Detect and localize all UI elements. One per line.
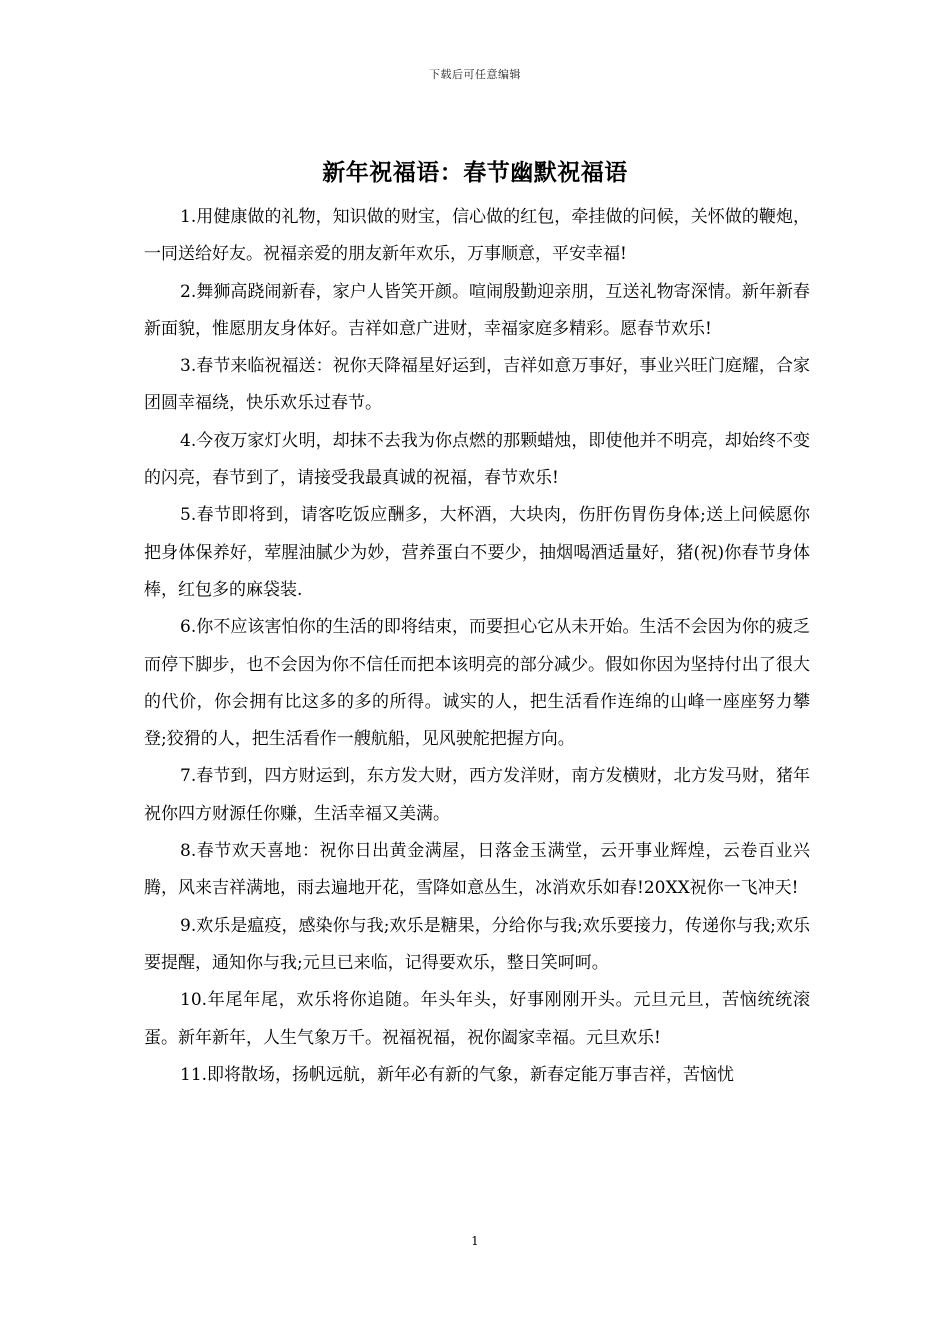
paragraph-8: 8.春节欢天喜地：祝你日出黄金满屋，日落金玉满堂，云开事业辉煌，云卷百业兴腾，风来吉祥满地，雨去遍地开花，雪降如意丛生，冰消欢乐如春!20XX祝你一飞冲天! (144, 841, 810, 899)
paragraph-11: 11.即将散场，扬帆远航，新年必有新的气象，新春定能万事吉祥，苦恼忧 (180, 1064, 735, 1085)
paragraph-4: 4.今夜万家灯火明，却抹不去我为你点燃的那颗蜡烛，即使他并不明亮，却始终不变的闪亮，春节到了，请接受我最真诚的祝福，春节欢乐! (144, 430, 810, 489)
header-note: 下载后可任意编辑 (429, 68, 521, 81)
paragraph-9: 9.欢乐是瘟疫，感染你与我;欢乐是糖果，分给你与我;欢乐要接力，传递你与我;欢乐要提醒，通知你与我;元旦已来临，记得要欢乐，整日笑呵呵。 (144, 915, 810, 973)
page-number: 1 (471, 1234, 479, 1248)
paragraph-10: 10.年尾年尾，欢乐将你追随。年头年头，好事刚刚开头。元旦元旦，苦恼统统滚蛋。新年新年，人生气象万千。祝福祝福，祝你阖家幸福。元旦欢乐! (144, 990, 810, 1048)
paragraph-3: 3.春节来临祝福送：祝你天降福星好运到，吉祥如意万事好，事业兴旺门庭耀，合家团圆幸福绕，快乐欢乐过春节。 (144, 356, 810, 414)
paragraph-5: 5.春节即将到，请客吃饭应酬多，大杯酒，大块肉，伤肝伤胃伤身体;送上问候愿你把身体保养好，荤腥油腻少为妙，营养蛋白不要少，抽烟喝酒适量好，猪(祝)你春节身体棒，红包多的麻袋装. (144, 505, 810, 600)
paragraph-1: 1.用健康做的礼物，知识做的财宝，信心做的红包，牵挂做的问候，关怀做的鞭炮，一同送给好友。祝福亲爱的朋友新年欢乐，万事顺意，平安幸福! (144, 207, 810, 265)
paragraph-2: 2.舞狮高跷闹新春，家户人皆笑开颜。喧闹殷勤迎亲朋，互送礼物寄深情。新年新春新面貌，惟愿朋友身体好。吉祥如意广进财，幸福家庭多精彩。愿春节欢乐! (144, 281, 810, 339)
document-body (144, 199, 810, 1094)
document-title: 新年祝福语：春节幽默祝福语 (322, 160, 628, 186)
paragraph-7: 7.春节到，四方财运到，东方发大财，西方发洋财，南方发横财，北方发马财，猪年祝你四方财源任你赚，生活幸福又美满。 (144, 766, 810, 824)
paragraph-6: 6.你不应该害怕你的生活的即将结束，而要担心它从未开始。生活不会因为你的疲乏而停下脚步，也不会因为你不信任而把本该明亮的部分减少。假如你因为坚持付出了很大的代价，你会拥有比这多的多的所得。诚实的人，把生活看作连绵的山峰一座座努力攀登;狡猾的人，把生活看作一艘航船，见风驶舵把握方向。 (144, 617, 810, 750)
